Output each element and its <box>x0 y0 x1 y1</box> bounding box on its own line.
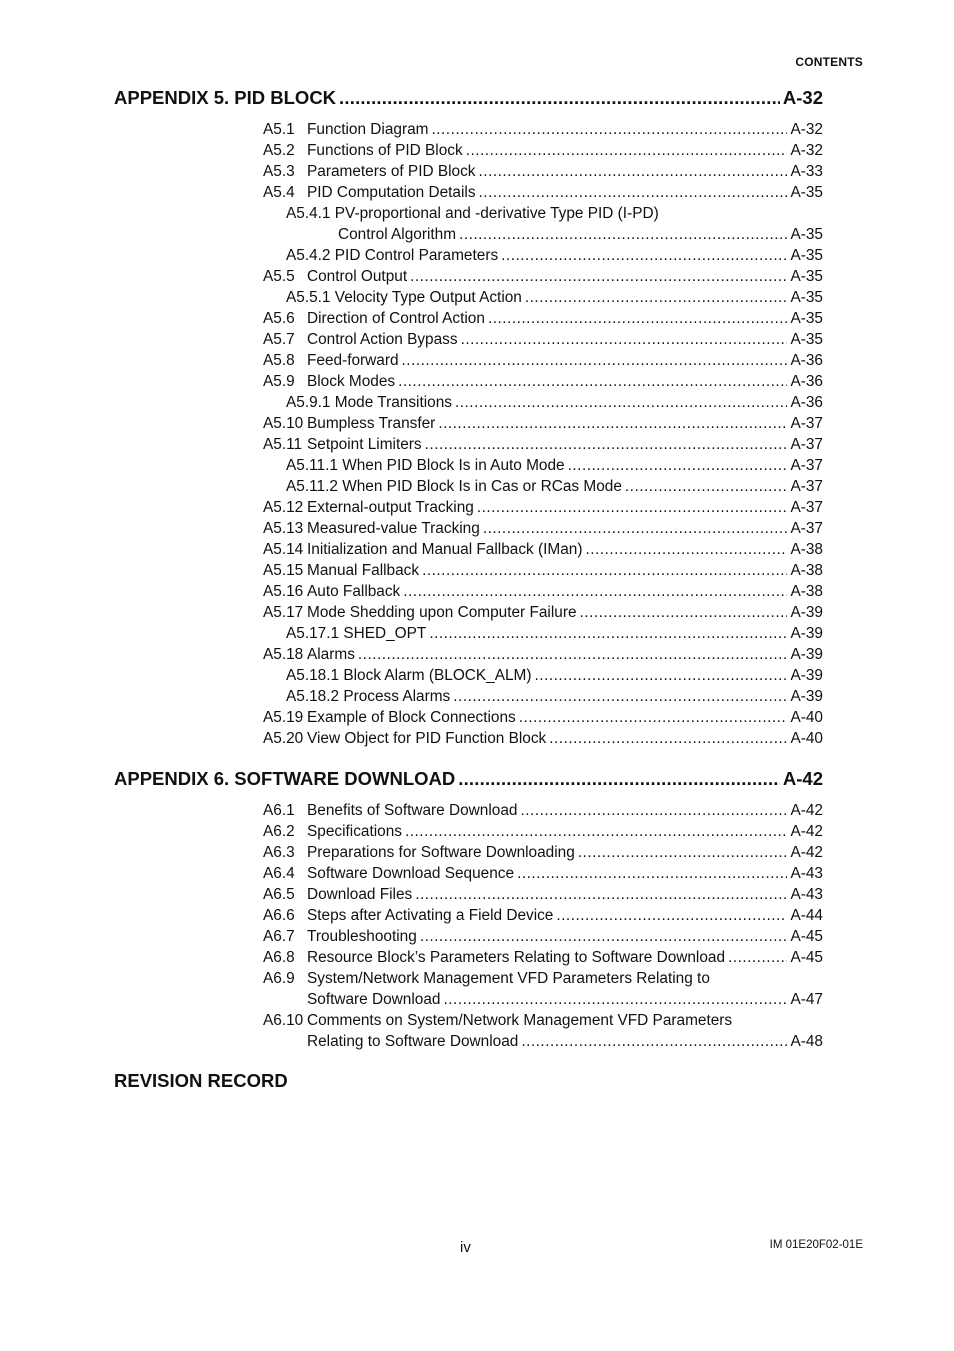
toc-entry[interactable] <box>263 800 823 821</box>
toc-entry[interactable] <box>263 644 823 665</box>
appendix-6-toc <box>263 800 823 1052</box>
entry-title: PID Control Parameters <box>334 247 499 264</box>
entry-page: A-40 <box>790 709 823 726</box>
entry-page: A-36 <box>790 352 823 369</box>
entry-title: PID Computation Details <box>307 184 476 201</box>
toc-entry[interactable] <box>263 560 823 581</box>
entry-title: Functions of PID Block <box>307 142 463 159</box>
appendix-title: APPENDIX 6. SOFTWARE DOWNLOAD <box>114 768 456 789</box>
entry-title: Example of Block Connections <box>307 709 516 726</box>
entry-page: A-39 <box>790 667 823 684</box>
entry-title: Setpoint Limiters <box>307 436 422 453</box>
entry-title: Mode Transitions <box>334 394 452 411</box>
entry-number: A5.11.2 <box>286 478 338 495</box>
toc-entry-line2[interactable] <box>263 1031 823 1052</box>
toc-entry[interactable] <box>263 539 823 560</box>
entry-title: Block Alarm (BLOCK_ALM) <box>343 667 532 684</box>
entry-title: SHED_OPT <box>343 625 427 642</box>
entry-title: PV-proportional and -derivative Type PID (I-PD) <box>334 205 659 222</box>
leader-dots <box>568 455 788 476</box>
entry-number: A5.4 <box>263 184 295 201</box>
entry-number: A5.11 <box>263 436 303 453</box>
entry-title-continued: Software Download <box>307 991 441 1008</box>
leader-dots <box>556 905 787 926</box>
entry-page: A-35 <box>790 289 823 306</box>
leader-dots <box>585 539 787 560</box>
leader-dots <box>580 602 788 623</box>
leader-dots <box>415 884 787 905</box>
entry-number: A6.10 <box>263 1012 304 1029</box>
leader-dots <box>578 842 788 863</box>
entry-title: Initialization and Manual Fallback (IMan) <box>307 541 583 558</box>
toc-entry[interactable] <box>263 182 823 203</box>
leader-dots <box>458 768 780 790</box>
entry-page: A-43 <box>790 865 823 882</box>
toc-entry[interactable] <box>263 413 823 434</box>
leader-dots <box>501 245 787 266</box>
entry-page: A-37 <box>790 499 823 516</box>
entry-page: A-38 <box>790 562 823 579</box>
entry-title: Feed-forward <box>307 352 399 369</box>
entry-number: A5.15 <box>263 562 304 579</box>
leader-dots <box>477 497 788 518</box>
leader-dots <box>549 728 787 749</box>
entry-number: A5.4.1 <box>286 205 331 222</box>
toc-entry[interactable] <box>263 434 823 455</box>
leader-dots <box>479 182 788 203</box>
entry-page: A-45 <box>790 949 823 966</box>
entry-title: When PID Block Is in Auto Mode <box>342 457 565 474</box>
entry-number: A5.2 <box>263 142 295 159</box>
page-number-footer: iv <box>460 1239 471 1256</box>
toc-entry[interactable] <box>263 329 823 350</box>
entry-number: A5.18 <box>263 646 304 663</box>
entry-number: A5.5.1 <box>286 289 331 306</box>
toc-entry[interactable] <box>263 287 823 308</box>
entry-page: A-39 <box>790 646 823 663</box>
entry-title: Auto Fallback <box>307 583 401 600</box>
entry-title: Bumpless Transfer <box>307 415 436 432</box>
entry-page: A-36 <box>790 373 823 390</box>
toc-entry[interactable] <box>263 119 823 140</box>
toc-entry[interactable] <box>263 266 823 287</box>
leader-dots <box>728 947 787 968</box>
toc-entry-line2[interactable] <box>263 989 823 1010</box>
entry-title: Block Modes <box>307 373 396 390</box>
entry-number: A5.4.2 <box>286 247 331 264</box>
leader-dots <box>422 560 787 581</box>
leader-dots <box>519 707 788 728</box>
entry-page: A-37 <box>790 415 823 432</box>
leader-dots <box>339 87 780 109</box>
entry-title: Control Action Bypass <box>307 331 458 348</box>
leader-dots <box>420 926 788 947</box>
entry-title: Troubleshooting <box>307 928 417 945</box>
toc-entry[interactable] <box>263 518 823 539</box>
toc-entry-line2[interactable] <box>263 224 823 245</box>
toc-entry-line1[interactable] <box>263 968 823 989</box>
entry-number: A5.5 <box>263 268 295 285</box>
toc-entry[interactable] <box>263 842 823 863</box>
page-number: A-42 <box>782 768 823 789</box>
toc-entry[interactable] <box>263 905 823 926</box>
toc-entry[interactable] <box>263 581 823 602</box>
leader-dots <box>425 434 788 455</box>
entry-number: A5.13 <box>263 520 304 537</box>
entry-page: A-39 <box>790 688 823 705</box>
leader-dots <box>358 644 788 665</box>
toc-entry[interactable] <box>263 140 823 161</box>
leader-dots <box>398 371 787 392</box>
entry-number: A5.3 <box>263 163 295 180</box>
entry-number: A6.4 <box>263 865 295 882</box>
entry-page: A-39 <box>790 604 823 621</box>
entry-title: Mode Shedding upon Computer Failure <box>307 604 577 621</box>
entry-number: A5.18.1 <box>286 667 340 684</box>
entry-page: A-37 <box>790 478 823 495</box>
entry-title: External-output Tracking <box>307 499 474 516</box>
entry-title: Benefits of Software Download <box>307 802 518 819</box>
leader-dots <box>403 581 787 602</box>
toc-entry[interactable] <box>263 161 823 182</box>
entry-number: A5.7 <box>263 331 295 348</box>
entry-page: A-38 <box>790 583 823 600</box>
entry-number: A6.7 <box>263 928 295 945</box>
entry-number: A6.9 <box>263 970 295 987</box>
entry-title: Steps after Activating a Field Device <box>307 907 554 924</box>
leader-dots <box>431 119 787 140</box>
entry-title: Manual Fallback <box>307 562 420 579</box>
entry-page: A-37 <box>790 520 823 537</box>
entry-number: A5.9.1 <box>286 394 331 411</box>
document-id: IM 01E20F02-01E <box>769 1239 863 1251</box>
leader-dots <box>521 1031 787 1052</box>
entry-number: A6.1 <box>263 802 295 819</box>
leader-dots <box>405 821 788 842</box>
leader-dots <box>429 623 787 644</box>
entry-page: A-43 <box>790 886 823 903</box>
entry-number: A5.16 <box>263 583 304 600</box>
leader-dots <box>535 665 788 686</box>
entry-page: A-33 <box>790 163 823 180</box>
entry-page: A-42 <box>790 844 823 861</box>
entry-page: A-35 <box>790 247 823 264</box>
entry-number: A5.12 <box>263 499 304 516</box>
entry-page: A-35 <box>790 184 823 201</box>
entry-page: A-40 <box>790 730 823 747</box>
toc-entry[interactable] <box>263 947 823 968</box>
appendix-6-heading[interactable] <box>114 768 823 790</box>
toc-entry[interactable] <box>263 863 823 884</box>
running-header: CONTENTS <box>795 55 863 69</box>
leader-dots <box>453 686 787 707</box>
entry-title: Velocity Type Output Action <box>334 289 522 306</box>
toc-entry[interactable] <box>263 392 823 413</box>
leader-dots <box>479 161 788 182</box>
leader-dots <box>455 392 788 413</box>
entry-page: A-35 <box>790 226 823 243</box>
leader-dots <box>483 518 788 539</box>
entry-page: A-37 <box>790 436 823 453</box>
entry-number: A5.9 <box>263 373 295 390</box>
entry-page: A-32 <box>790 142 823 159</box>
leader-dots <box>443 989 787 1010</box>
leader-dots <box>410 266 787 287</box>
entry-number: A5.1 <box>263 121 295 138</box>
entry-title: Direction of Control Action <box>307 310 485 327</box>
entry-number: A6.3 <box>263 844 295 861</box>
entry-page: A-44 <box>790 907 823 924</box>
entry-title: When PID Block Is in Cas or RCas Mode <box>342 478 622 495</box>
entry-number: A5.17.1 <box>286 625 340 642</box>
toc-entry[interactable] <box>263 686 823 707</box>
toc-entry[interactable] <box>263 602 823 623</box>
entry-number: A5.6 <box>263 310 295 327</box>
leader-dots <box>461 329 788 350</box>
toc-entry[interactable] <box>263 371 823 392</box>
entry-title: Resource Block’s Parameters Relating to Software Download <box>307 949 726 966</box>
leader-dots <box>525 287 788 308</box>
entry-title: Comments on System/Network Management VFD Parameters <box>307 1012 733 1029</box>
entry-title-continued: Relating to Software Download <box>307 1033 519 1050</box>
toc-entry[interactable] <box>263 884 823 905</box>
entry-number: A5.18.2 <box>286 688 340 705</box>
entry-title: Specifications <box>307 823 402 840</box>
entry-number: A5.11.1 <box>286 457 338 474</box>
toc-entry[interactable] <box>263 821 823 842</box>
toc-entry[interactable] <box>263 497 823 518</box>
entry-page: A-47 <box>790 991 823 1008</box>
entry-number: A5.17 <box>263 604 304 621</box>
entry-page: A-45 <box>790 928 823 945</box>
leader-dots <box>517 863 787 884</box>
entry-title: Preparations for Software Downloading <box>307 844 575 861</box>
entry-number: A5.19 <box>263 709 304 726</box>
entry-number: A5.8 <box>263 352 295 369</box>
toc-entry[interactable] <box>263 728 823 749</box>
toc-entry[interactable] <box>263 308 823 329</box>
entry-page: A-48 <box>790 1033 823 1050</box>
toc-entry[interactable] <box>263 926 823 947</box>
entry-number: A5.10 <box>263 415 304 432</box>
entry-page: A-36 <box>790 394 823 411</box>
toc-entry[interactable] <box>263 245 823 266</box>
leader-dots <box>520 800 787 821</box>
entry-title-continued: Control Algorithm <box>338 226 457 243</box>
toc-entry[interactable] <box>263 665 823 686</box>
entry-page: A-42 <box>790 802 823 819</box>
entry-title: System/Network Management VFD Parameters Relating to <box>307 970 710 987</box>
appendix-5-toc <box>263 119 823 749</box>
entry-number: A6.8 <box>263 949 295 966</box>
toc-entry[interactable] <box>263 350 823 371</box>
revision-record-heading[interactable]: REVISION RECORD <box>114 1070 288 1091</box>
entry-page: A-38 <box>790 541 823 558</box>
leader-dots <box>488 308 788 329</box>
entry-title: Download Files <box>307 886 413 903</box>
entry-title: Measured-value Tracking <box>307 520 480 537</box>
leader-dots <box>438 413 787 434</box>
entry-page: A-35 <box>790 331 823 348</box>
entry-title: View Object for PID Function Block <box>307 730 547 747</box>
toc-entry[interactable] <box>263 707 823 728</box>
leader-dots <box>625 476 788 497</box>
entry-title: Control Output <box>307 268 408 285</box>
entry-number: A5.20 <box>263 730 304 747</box>
toc-entry[interactable] <box>263 476 823 497</box>
toc-entry-line1[interactable] <box>263 203 823 224</box>
entry-title: Function Diagram <box>307 121 429 138</box>
entry-title: Process Alarms <box>343 688 451 705</box>
entry-page: A-42 <box>790 823 823 840</box>
leader-dots <box>402 350 788 371</box>
entry-page: A-37 <box>790 457 823 474</box>
toc-entry[interactable] <box>263 623 823 644</box>
entry-title: Parameters of PID Block <box>307 163 476 180</box>
entry-number: A5.14 <box>263 541 304 558</box>
toc-entry-line1[interactable] <box>263 1010 823 1031</box>
toc-entry[interactable] <box>263 455 823 476</box>
entry-title: Alarms <box>307 646 355 663</box>
leader-dots <box>466 140 788 161</box>
entry-page: A-35 <box>790 268 823 285</box>
leader-dots <box>459 224 787 245</box>
page-number: A-32 <box>782 87 823 108</box>
entry-page: A-39 <box>790 625 823 642</box>
entry-page: A-35 <box>790 310 823 327</box>
entry-number: A6.5 <box>263 886 295 903</box>
entry-title: Software Download Sequence <box>307 865 515 882</box>
appendix-title: APPENDIX 5. PID BLOCK <box>114 87 337 108</box>
entry-number: A6.2 <box>263 823 295 840</box>
entry-number: A6.6 <box>263 907 295 924</box>
appendix-5-heading[interactable] <box>114 87 823 109</box>
entry-page: A-32 <box>790 121 823 138</box>
